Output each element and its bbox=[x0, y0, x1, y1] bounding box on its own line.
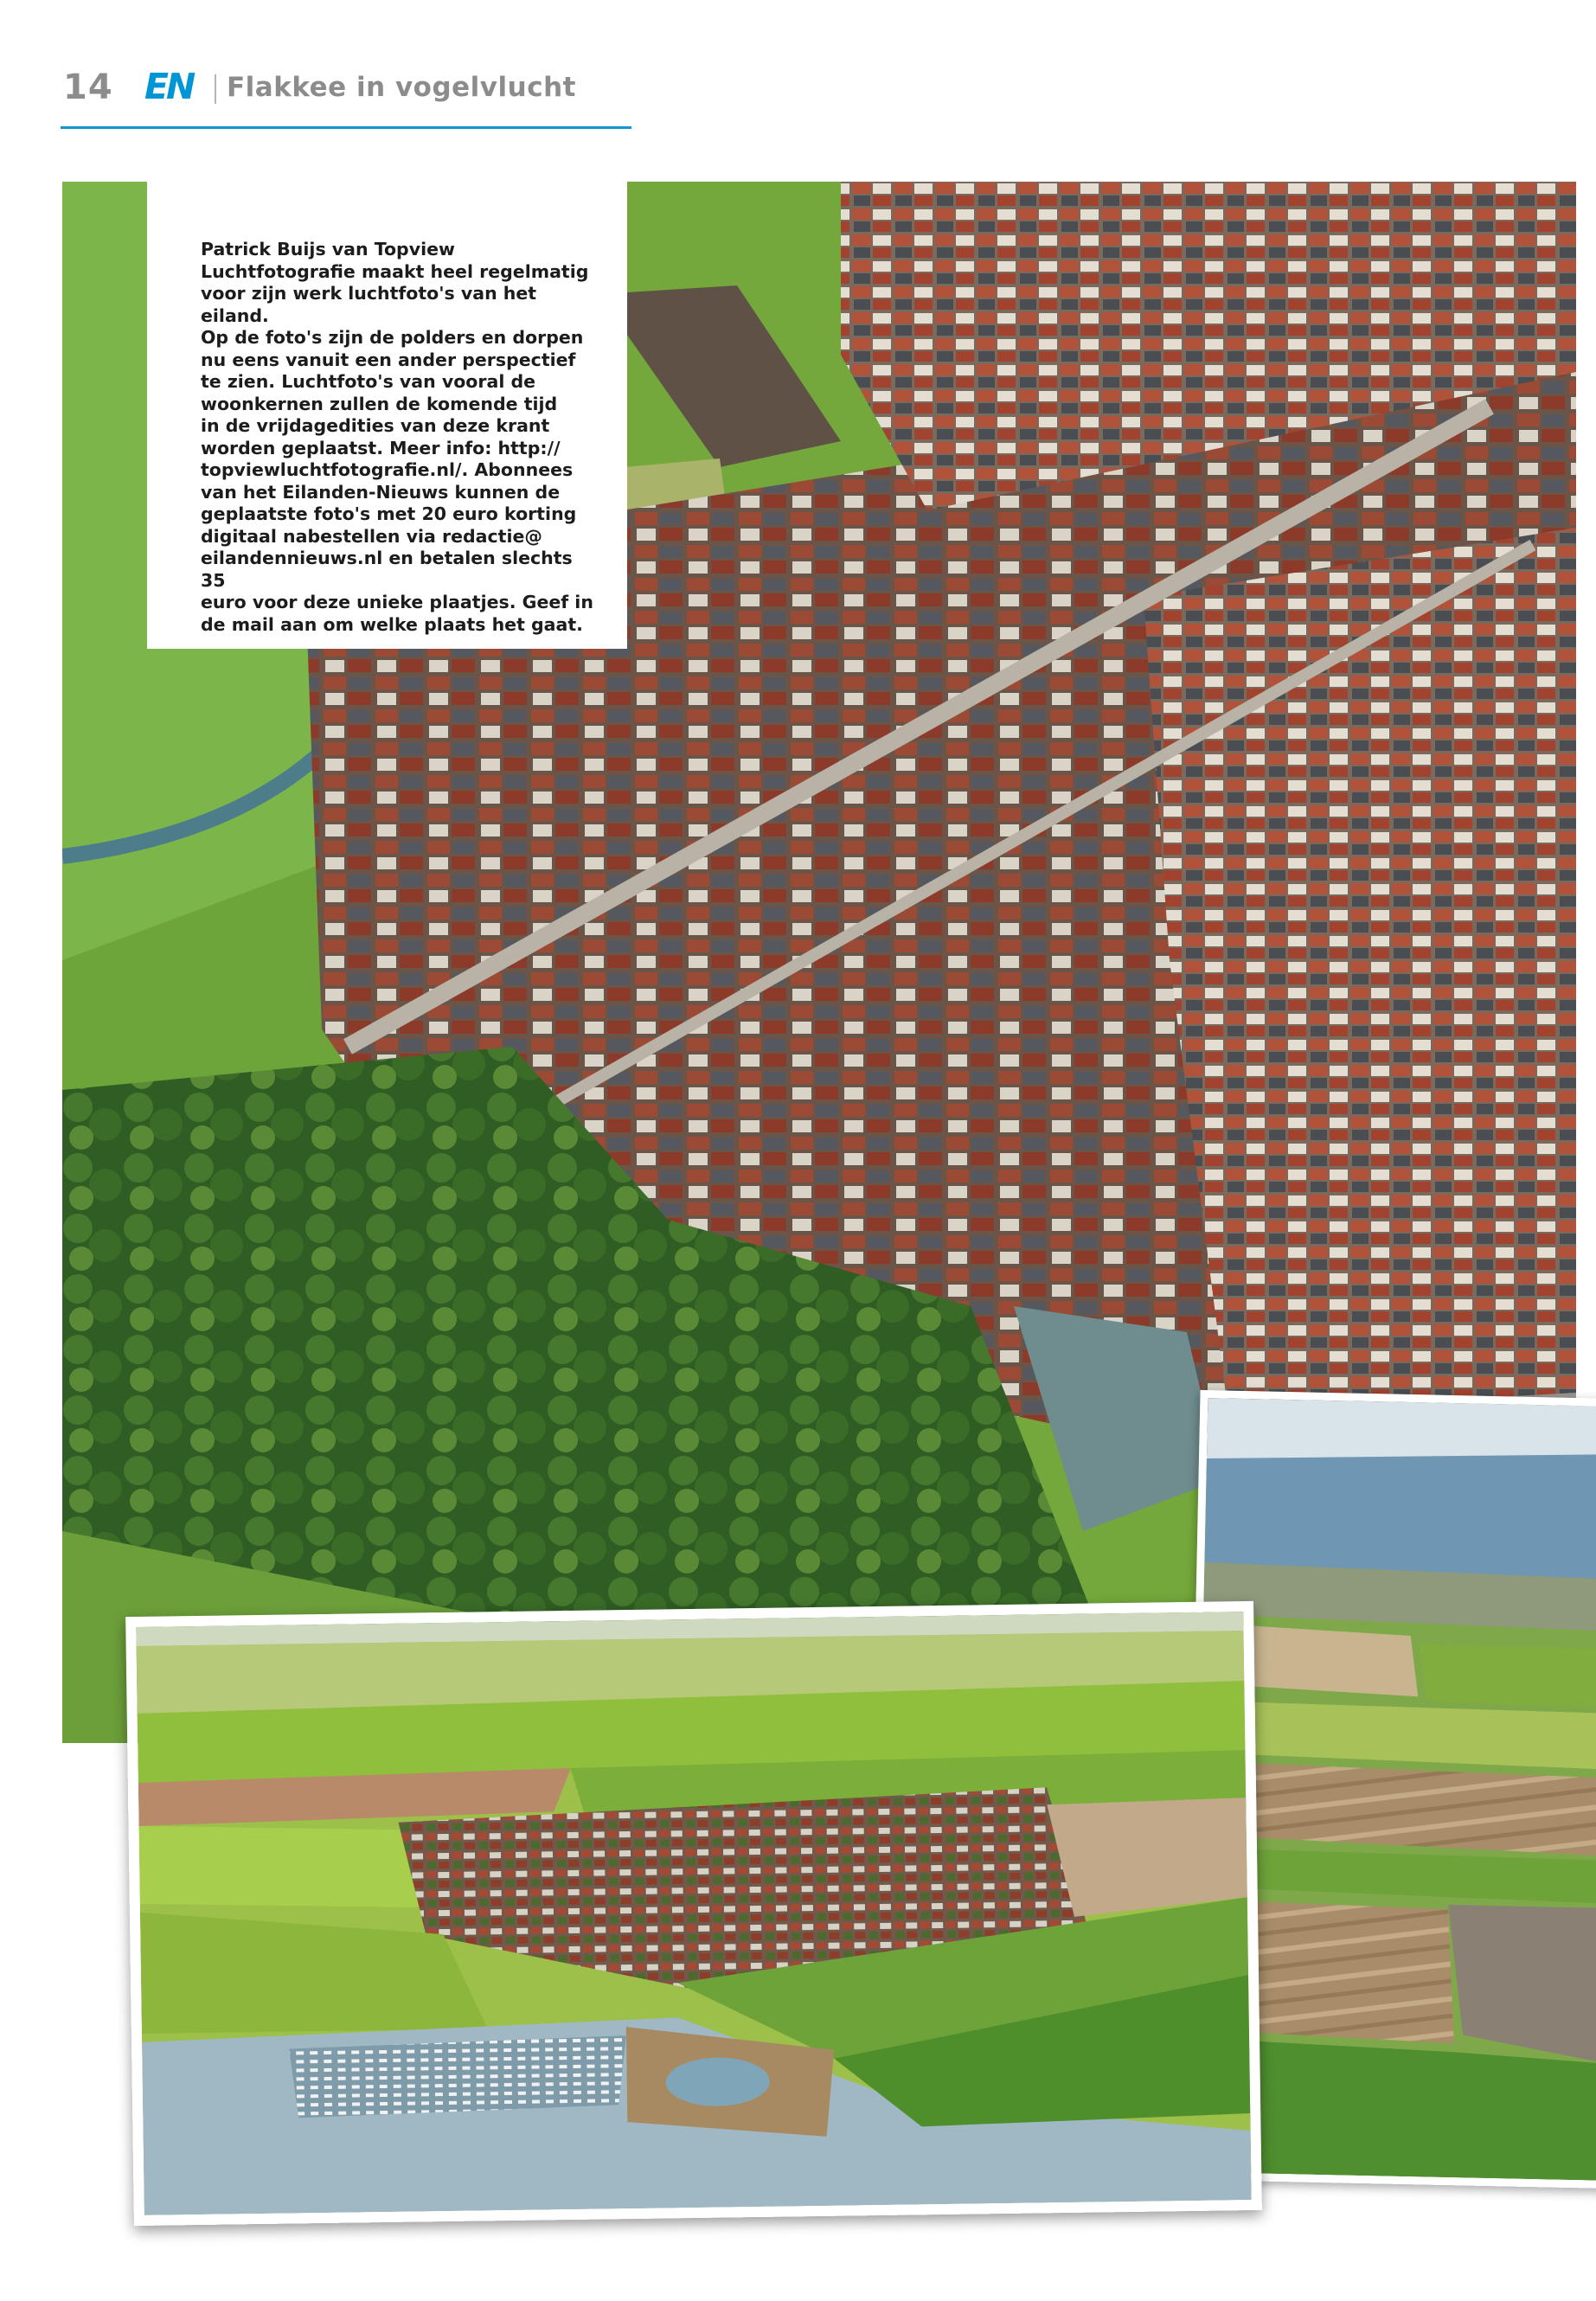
article-intro: Patrick Buijs van Topview Luchtfotografie maakt heel regelmatig voor zijn werk luchtfoto's van het eiland. Op de foto's zijn de polders en dorpen nu eens vanuit een ander perspectief te zien. Luchtfoto's van vooral de woonkernen zullen de komende tijd in de vrijdagedities van deze krant worden geplaatst. Meer info: http:// topviewluchtfotografie.nl/. Abonnees van het Eilanden-Nieuws kunnen de geplaatste foto's met 20 euro korting digitaal nabestellen via redactie@ eilandennieuws.nl en betalen slechts 35 euro voor deze unieke plaatjes. Geef in de mail aan om welke plaats het gaat. bbox=[201, 239, 593, 635]
header-separator bbox=[215, 74, 216, 104]
intro-text-box bbox=[147, 182, 627, 649]
page-number: 14 bbox=[63, 67, 113, 107]
newspaper-logo: EN bbox=[144, 66, 194, 107]
page-header bbox=[61, 61, 631, 130]
section-title: Flakkee in vogelvlucht bbox=[227, 72, 576, 103]
header-rule bbox=[61, 126, 631, 129]
village-marina-aerial-photo bbox=[125, 1601, 1262, 2226]
